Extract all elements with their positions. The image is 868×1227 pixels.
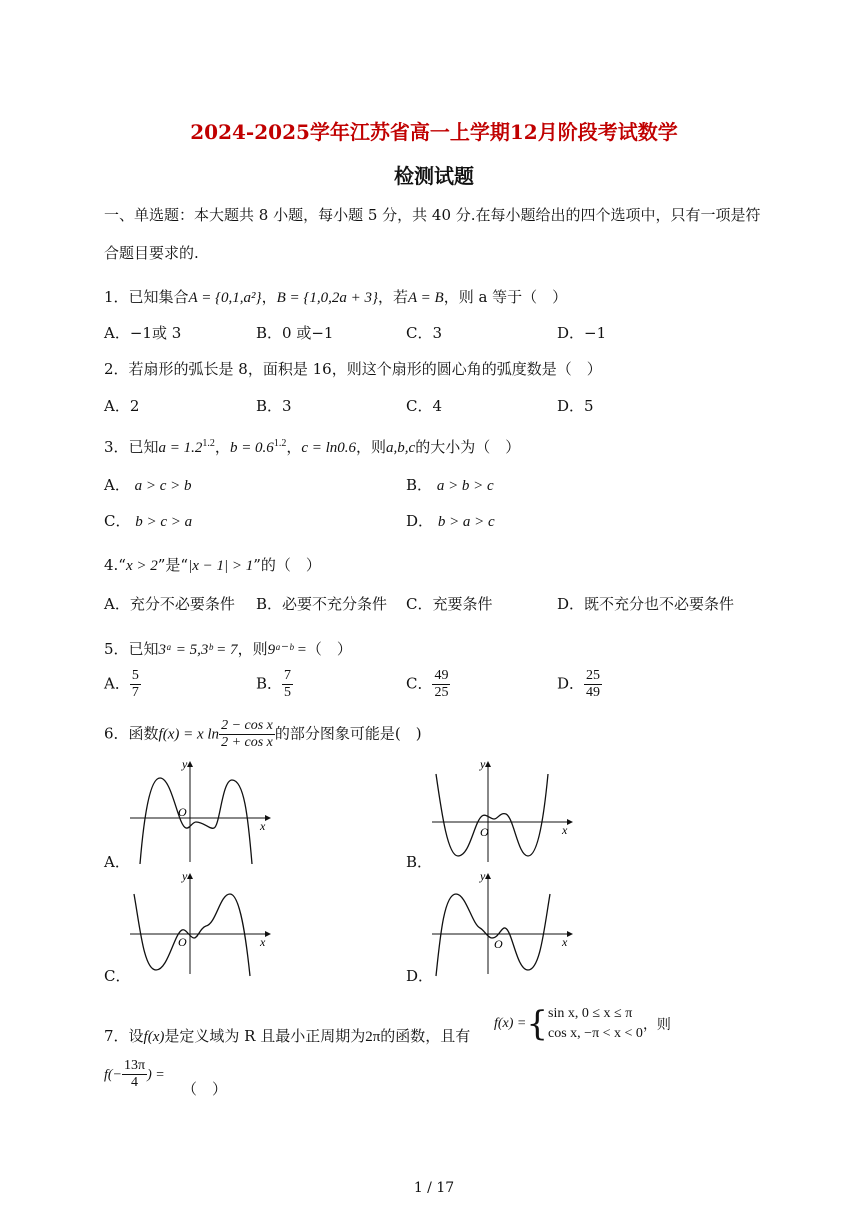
q4-option-c: C．充要条件 <box>406 595 493 613</box>
q4-option-a: A．充分不必要条件 <box>104 595 235 613</box>
svg-text:y: y <box>182 869 188 883</box>
svg-text:y: y <box>480 869 486 883</box>
q3-option-c: C． b > c > a <box>104 512 193 530</box>
question-6: 6．函数f(x) = x ln $\frac{\text{2 − cos x}}{\text{2 + cos x}}$ 的部分图象可能是( ) <box>104 718 422 750</box>
q6-graph-d <box>428 868 578 978</box>
q6-option-d: D． <box>406 967 434 985</box>
q2-option-b: B．3 <box>256 397 292 415</box>
svg-text:O: O <box>178 935 187 949</box>
q6-graph-b <box>428 756 578 866</box>
q4-option-b: B．必要不充分条件 <box>256 595 388 613</box>
question-5: 5．已知3ᵃ = 5,3ᵇ = 7，则9ᵃ⁻ᵇ =（ ） <box>104 640 352 658</box>
q1-condition: A = B <box>408 290 444 306</box>
q7-ask: f(− $\frac{13\pi}{4}$ ) = <box>104 1058 165 1090</box>
q7-answer-paren: （ ） <box>182 1080 228 1098</box>
q3-option-b: B． a > b > c <box>406 476 494 494</box>
question-7: 7．设f(x)是定义域为 R 且最小正周期为2π的函数，且有 <box>104 1027 471 1045</box>
q6-graph-c <box>126 868 276 978</box>
question-1: 1．已知集合A = {0,1,a²}，B = {1,0,2a + 3}，若A = B，则 a 等于（ ） <box>104 288 568 306</box>
q1-option-d: D．−1 <box>557 324 607 342</box>
q6-option-a: A． <box>104 853 130 871</box>
question-3: 3．已知$a = 1.2^{1.2}$，$b = 0.6^{1.2}$，c = ln0.6，则a,b,c的大小为（ ） <box>104 438 521 456</box>
q5-option-c: C． $\frac{49}{25}$ <box>406 668 449 700</box>
q2-option-a: A．2 <box>104 397 140 415</box>
question-2: 2．若扇形的弧长是 8，面积是 16，则这个扇形的圆心角的弧度数是（ ） <box>104 360 602 378</box>
q3-option-a: A． a > c > b <box>104 476 192 494</box>
q6-option-b: B． <box>406 853 433 871</box>
q5-option-b: B． $\frac{7}{5}$ <box>256 668 292 700</box>
q1-set-b: B = {1,0,2a + 3} <box>276 290 378 306</box>
svg-text:O: O <box>480 825 489 839</box>
svg-text:y: y <box>182 757 188 771</box>
q5-option-a: A． $\frac{5}{7}$ <box>104 668 139 700</box>
section-instructions-line2: 合题目要求的. <box>104 244 199 262</box>
q1-option-a: A．−1或 3 <box>104 324 182 342</box>
q1-set-a: A = {0,1,a²} <box>188 290 262 306</box>
q7-piecewise-function: f(x) ={ sin x, 0 ≤ x ≤ π cos x, −π < x < 0 ，则 <box>494 1004 671 1044</box>
q1-option-c: C．3 <box>406 324 443 342</box>
svg-text:O: O <box>494 937 503 951</box>
svg-text:x: x <box>562 823 568 837</box>
svg-text:O: O <box>178 805 187 819</box>
q2-option-c: C．4 <box>406 397 443 415</box>
page-title: 2024-2025学年江苏省高一上学期12月阶段考试数学 <box>190 120 678 144</box>
page-number: 1 / 17 <box>413 1180 455 1196</box>
page-subtitle: 检测试题 <box>394 164 474 188</box>
svg-text:x: x <box>260 819 266 833</box>
q5-option-d: D． $\frac{25}{49}$ <box>557 668 601 700</box>
svg-text:y: y <box>480 757 486 771</box>
question-4: 4.“x > 2”是“|x − 1| > 1”的（ ） <box>104 556 321 574</box>
q4-option-d: D．既不充分也不必要条件 <box>557 595 735 613</box>
q6-graph-a <box>126 756 276 866</box>
q1-option-b: B．0 或−1 <box>256 324 334 342</box>
q2-option-d: D．5 <box>557 397 594 415</box>
svg-text:x: x <box>260 935 266 949</box>
q3-option-d: D． b > a > c <box>406 512 495 530</box>
q6-option-c: C． <box>104 967 131 985</box>
section-instructions-line1: 一、单选题：本大题共 8 小题，每小题 5 分，共 40 分.在每小题给出的四个选项中，只有一项是符 <box>104 206 761 224</box>
svg-text:x: x <box>562 935 568 949</box>
